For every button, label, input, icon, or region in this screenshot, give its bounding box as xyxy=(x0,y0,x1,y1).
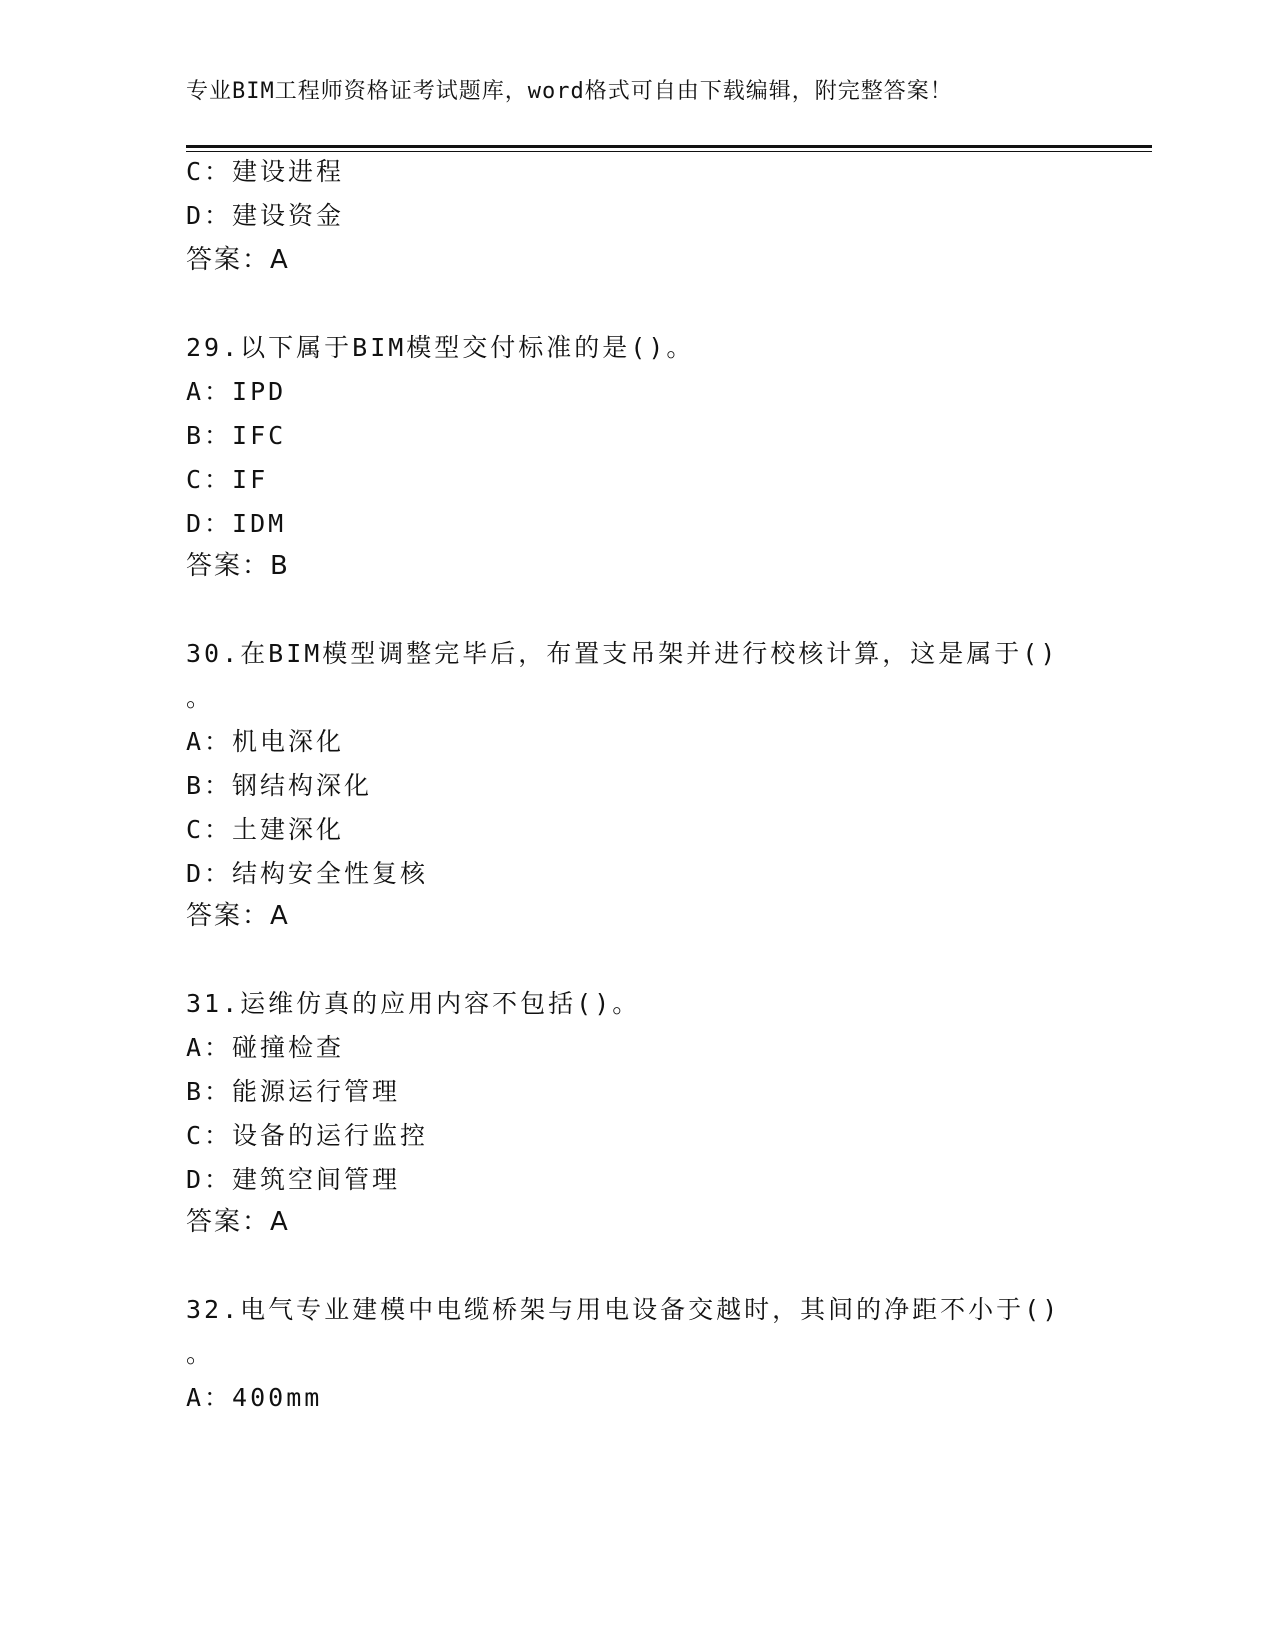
answer-line: 答案：A xyxy=(186,245,290,275)
question-30-continuation: 。 xyxy=(186,683,215,712)
option-b: B：IFC xyxy=(186,421,287,450)
question-32: 32.电气专业建模中电缆桥架与用电设备交越时，其间的净距不小于() xyxy=(186,1295,1061,1324)
page-header: 专业BIM工程师资格证考试题库，word格式可自由下载编辑，附完整答案！ xyxy=(186,79,953,104)
question-29: 29.以下属于BIM模型交付标准的是()。 xyxy=(186,333,695,362)
question-31: 31.运维仿真的应用内容不包括()。 xyxy=(186,989,641,1018)
option-a: A：碰撞检查 xyxy=(186,1033,345,1062)
question-32-continuation: 。 xyxy=(186,1339,215,1368)
option-a: A：400mm xyxy=(186,1383,323,1412)
question-30: 30.在BIM模型调整完毕后，布置支吊架并进行校核计算，这是属于() xyxy=(186,639,1059,668)
option-a: A：IPD xyxy=(186,377,287,406)
option-c: C：设备的运行监控 xyxy=(186,1121,429,1150)
answer-line: 答案：B xyxy=(186,551,290,581)
option-d: D：建设资金 xyxy=(186,201,345,230)
option-a: A：机电深化 xyxy=(186,727,345,756)
header-rule-thin xyxy=(186,151,1152,152)
answer-line: 答案：A xyxy=(186,901,290,931)
option-c: C：建设进程 xyxy=(186,157,345,186)
option-c: C：土建深化 xyxy=(186,815,345,844)
header-rule-thick xyxy=(186,145,1152,148)
option-c: C：IF xyxy=(186,465,269,494)
option-d: D：结构安全性复核 xyxy=(186,859,429,888)
option-d: D：建筑空间管理 xyxy=(186,1165,401,1194)
option-d: D：IDM xyxy=(186,509,287,538)
answer-line: 答案：A xyxy=(186,1207,290,1237)
option-b: B：钢结构深化 xyxy=(186,771,373,800)
option-b: B：能源运行管理 xyxy=(186,1077,401,1106)
